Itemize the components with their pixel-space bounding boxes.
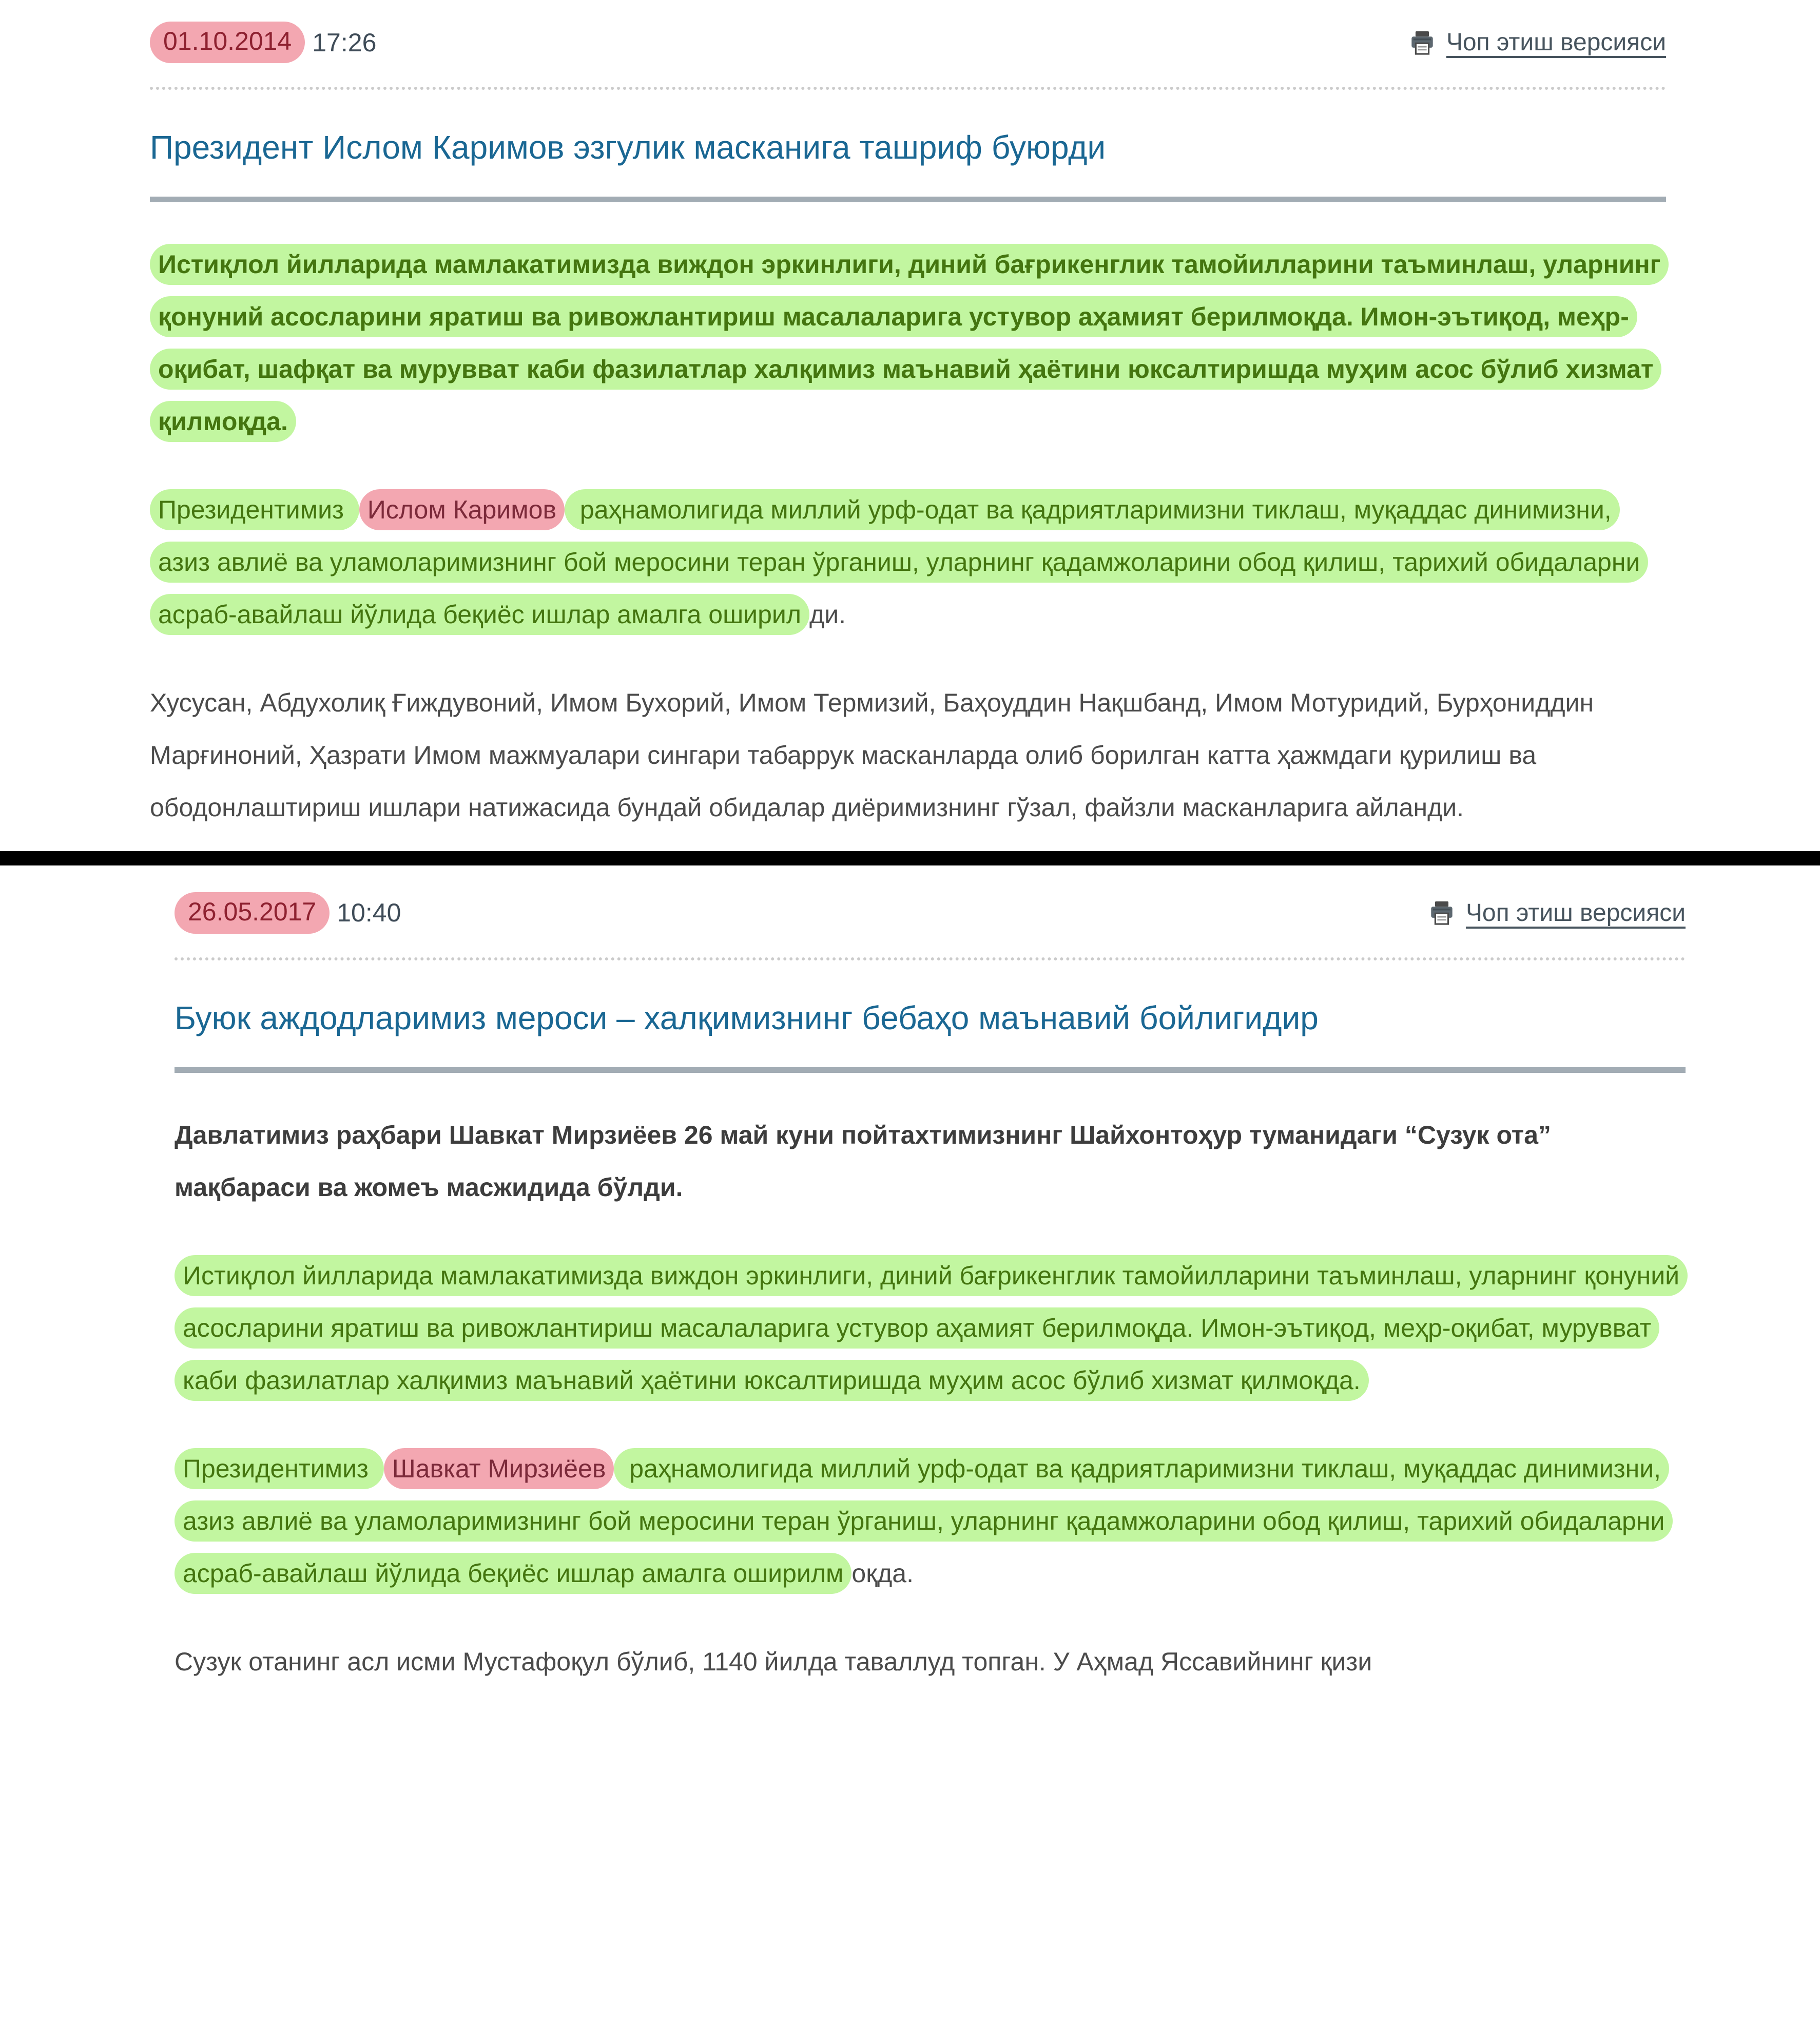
paragraph-highlighted (175, 1249, 1686, 1407)
highlight-green-segment: раҳнамолигида миллий урф-одат ва қадриятларимизни тиклаш, муқаддас динимизни, азиз авлиё ва уламоларимизнинг бой меросини теран ўрганиш, уларнинг қадамжоларини обод қилиш, тарихий обидаларни асраб-авайлаш йўлида беқиёс ишлар амалга оширилм (175, 1448, 1673, 1594)
highlight-green-segment: Истиқлол йилларида мамлакатимизда виждон эркинлиги, диний бағрикенглик тамойилларини таъминлаш, уларнинг қонуний асосларини яратиш ва ривожлантириш масалаларига устувор аҳамият берилмоқда. Имон-эътиқод, меҳр-оқибат, шафқат ва мурувват каби фазилатлар халқимиз маънавий ҳаётини юксалтиришда муҳим асос бўлиб хизмат қилмоқда. (150, 244, 1669, 442)
article-time: 10:40 (337, 898, 401, 928)
paragraph-highlighted-bold (150, 238, 1666, 448)
plain-text-segment: ди. (809, 600, 846, 629)
title-underline-rule (150, 197, 1666, 202)
paragraph-plain (150, 677, 1666, 834)
paragraph-highlighted (175, 1442, 1686, 1600)
article-title: Президент Ислом Каримов эзгулик масканига ташриф буюрди (150, 129, 1106, 166)
print-version-link[interactable] (1428, 899, 1686, 927)
article-2017 (0, 865, 1820, 1688)
article-meta-row (150, 22, 1666, 63)
article-time: 17:26 (312, 28, 377, 57)
plain-text-segment: Сузук отанинг асл исми Мустафоқул бўлиб, 1140 йилда таваллуд топган. У Аҳмад Яссавийнинг қизи (175, 1647, 1372, 1676)
title-underline-rule (175, 1067, 1686, 1073)
article-meta-row (175, 892, 1686, 934)
print-link-label[interactable]: Чоп этиш версияси (1446, 29, 1666, 56)
highlight-pink-name: Шавкат Мирзиёев (384, 1448, 614, 1489)
dotted-separator (175, 957, 1686, 960)
article-date-highlighted: 26.05.2017 (175, 892, 330, 934)
print-link-label[interactable]: Чоп этиш версияси (1465, 899, 1686, 927)
highlight-green-segment: Истиқлол йилларида мамлакатимизда виждон эркинлиги, диний бағрикенглик тамойилларини таъминлаш, уларнинг қонуний асосларини яратиш ва ривожлантириш масалаларига устувор аҳамият берилмоқда. Имон-эътиқод, меҳр-оқибат, мурувват каби фазилатлар халқимиз маънавий ҳаётини юксалтиришда муҳим асос бўлиб хизмат қилмоқда. (175, 1255, 1688, 1401)
date-time-group (150, 22, 376, 63)
paragraph-plain (175, 1635, 1686, 1688)
printer-icon (1428, 899, 1456, 927)
plain-text-segment: оқда. (851, 1558, 914, 1588)
article-title: Буюк аждодларимиз мероси – халқимизнинг бебаҳо маънавий бойлигидир (175, 999, 1319, 1036)
dotted-separator (150, 87, 1666, 90)
paragraph-highlighted (150, 484, 1666, 641)
article-date-highlighted: 01.10.2014 (150, 22, 305, 63)
print-version-link[interactable] (1408, 28, 1666, 56)
printer-icon (1408, 29, 1436, 56)
highlight-green-segment: Президентимиз (175, 1448, 384, 1489)
highlight-green-segment: раҳнамолигида миллий урф-одат ва қадриятларимизни тиклаш, муқаддас динимизни, азиз авлиё ва уламоларимизнинг бой меросини теран ўрганиш, уларнинг қадамжоларини обод қилиш, тарихий обидаларни асраб-авайлаш йўлида беқиёс ишлар амалга оширил (150, 489, 1648, 635)
paragraph-lead-bold: Давлатимиз раҳбари Шавкат Мирзиёев 26 май куни пойтахтимизнинг Шайхонтоҳур туманидаги “Сузук ота” мақбараси ва жомеъ масжидида бўлди. (175, 1120, 1552, 1202)
article-2014 (0, 0, 1820, 834)
highlight-green-segment: Президентимиз (150, 489, 359, 530)
date-time-group (175, 892, 401, 934)
highlight-pink-name: Ислом Каримов (359, 489, 565, 530)
plain-text-segment: Хусусан, Абдухолиқ Ғиждувоний, Имом Бухорий, Имом Термизий, Баҳоуддин Нақшбанд, Имом Мотуридий, Бурҳониддин Марғиноний, Ҳазрати Имом мажмуалари сингари табаррук масканларда олиб борилган катта ҳажмдаги қурилиш ва ободонлаштириш ишлари натижасида бундай обидалар диёримизнинг гўзал, файзли масканларига айланди. (150, 688, 1594, 822)
screenshot-divider (0, 851, 1820, 865)
